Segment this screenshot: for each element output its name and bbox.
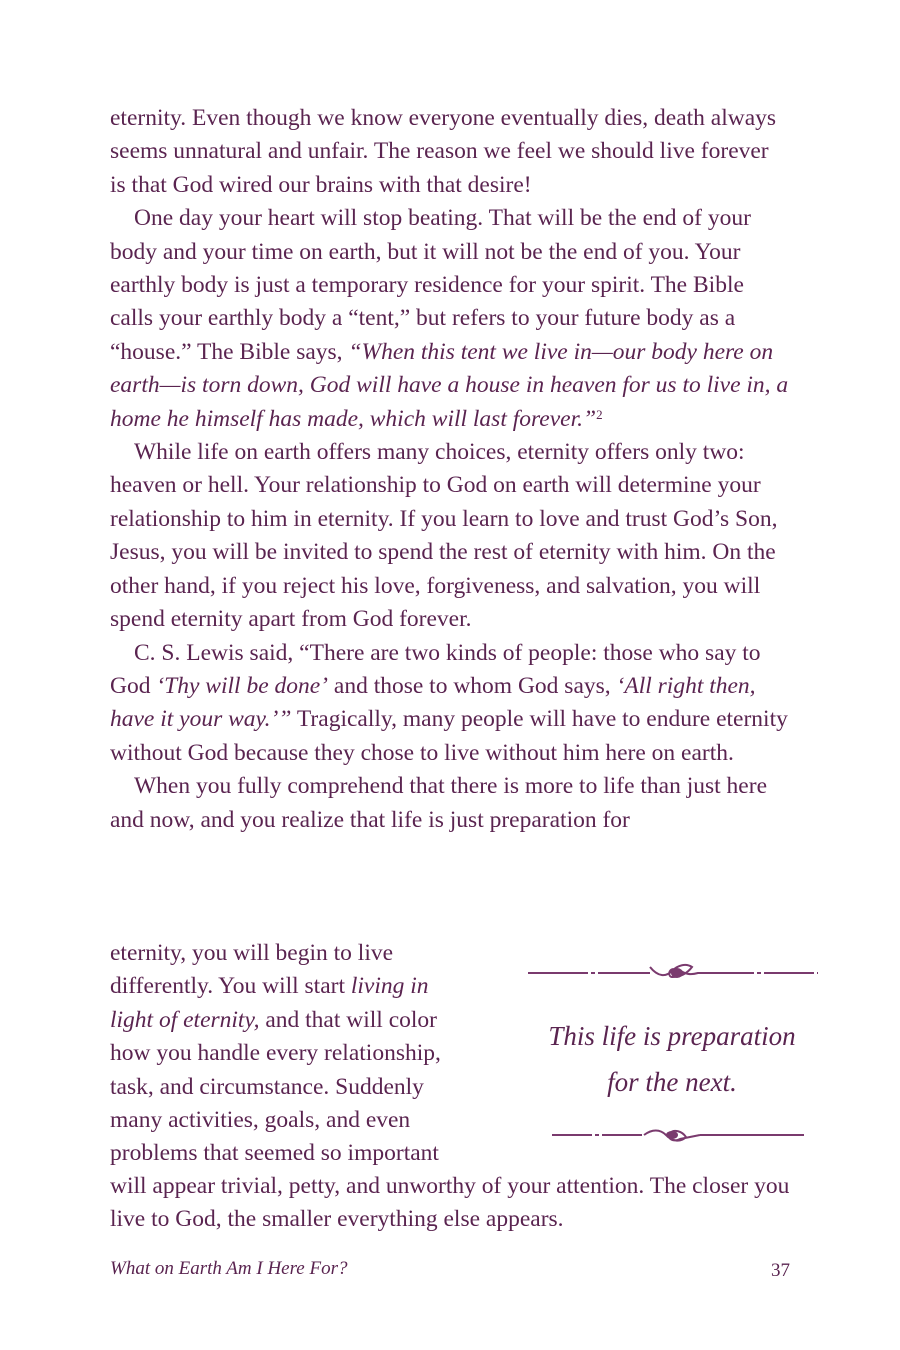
pull-quote [522,955,822,1147]
pull-quote-line-1: This life is preparation [548,1021,796,1051]
paragraph-5-wrap-end: and that will color how you handle every relationship, task, and circumstance. Suddenly many activities, goals, and even problems that seemed so important [110,1006,441,1167]
running-footer-title: What on Earth Am I Here For? [110,1258,348,1279]
lewis-quote-2: ‘All right then, have it your way.’” [110,672,756,733]
bible-quote: “When this tent we live in—our body here on earth—is torn down, God will have a house in heaven for us to live in, a home he himself has made, which will last forever.” [110,338,789,432]
living-in-light-phrase: living in light of eternity, [110,973,429,1033]
pull-quote-text [522,1013,822,1105]
paragraph-4-mid: and those to whom God says, [328,672,617,699]
paragraph-4 [110,637,790,771]
paragraph-5-wrap-text: eternity, you will begin to live differently. You will start [110,940,394,1000]
footnote-marker: 2 [596,406,603,422]
lewis-quote-1: ‘Thy will be done’ [156,672,329,699]
paragraph-5-lead: When you fully comprehend that there is more to life than just here and now, and you realize that life is just preparation for [110,773,767,833]
paragraph-1: eternity. Even though we know everyone eventually dies, death always seems unnatural and unfair. The reason we feel we should live forever is that God wired our brains with that desire! [110,105,777,198]
paragraph-2 [110,202,790,436]
paragraph-2-text: One day your heart will stop beating. That will be the end of your body and your time on earth, but it will not be the end of you. Your earthly body is just a temporary residence for your spirit. The Bible calls your earthly body a “tent,” but refers to your future body as a “house.” The Bible says, [110,205,751,365]
pull-quote-line-2: for the next. [607,1067,737,1097]
flourish-top-icon [522,955,822,987]
paragraph-5-wrap [110,937,470,1171]
page-number: 37 [771,1260,790,1281]
flourish-bottom-icon [522,1119,822,1151]
paragraph-4-text: C. S. Lewis said, “There are two kinds of people: those who say to God [110,639,761,699]
paragraph-4-end: Tragically, many people will have to endure eternity without God because they chose to live without him here on earth. [110,706,788,766]
paragraph-3: While life on earth offers many choices, eternity offers only two: heaven or hell. Your relationship to God on earth will determine your relationship to him in eternity. If you learn to love and trust God’s Son, Jesus, you will be invited to spend the rest of eternity with him. On the other hand, if you reject his love, forgiveness, and salvation, you will spend eternity apart from God forever. [110,439,778,633]
paragraph-5-tail: will appear trivial, petty, and unworthy of your attention. The closer you live to God, the smaller everything else appears. [110,1173,790,1233]
body-text [110,102,790,837]
